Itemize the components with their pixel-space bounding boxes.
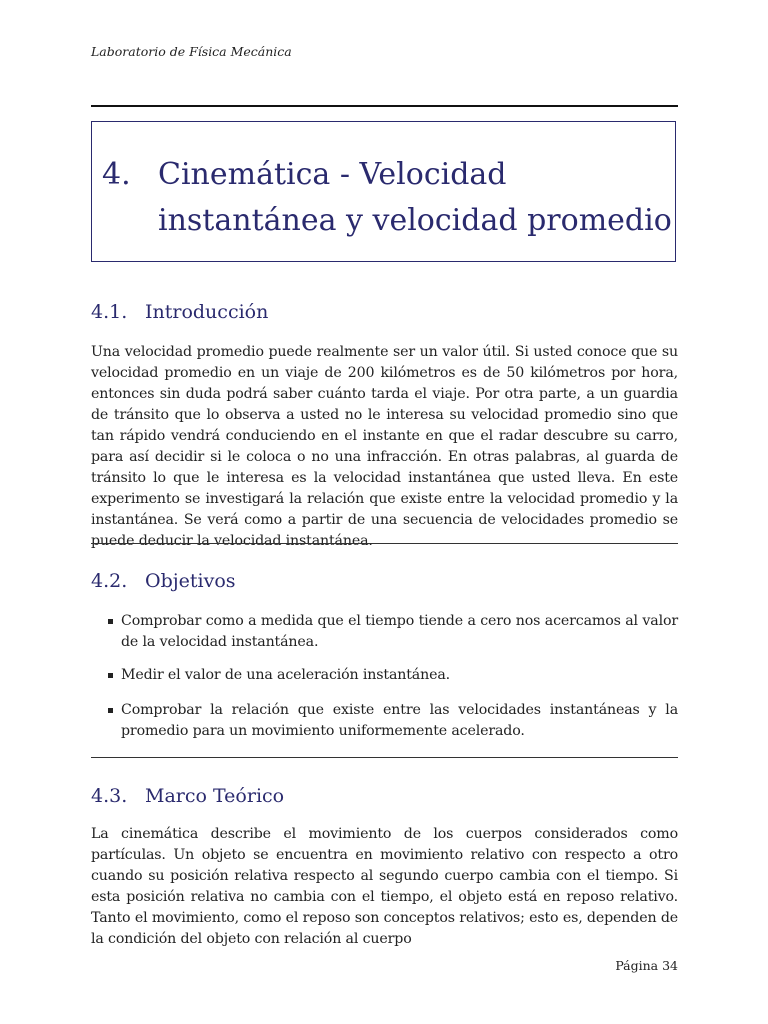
- list-item: [107, 611, 678, 653]
- list-item-text: Medir el valor de una aceleración instantánea.: [121, 667, 451, 683]
- bullet-icon: [107, 700, 121, 742]
- section-title: Objetivos: [145, 570, 236, 592]
- bullet-icon: [107, 611, 121, 653]
- chapter-number: 4.: [102, 157, 131, 192]
- marco-teorico-paragraph: La cinemática describe el movimiento de los cuerpos considerados como partículas. Un objeto se encuentra en movimiento relativo con respecto a otro cuando su posición relativa respecto al segundo cuerpo cambia con el tiempo. Si esta posición relativa no cambia con el tiempo, el objeto está en reposo relativo. Tanto el movimiento, como el reposo son conceptos relativos; esto es, dependen de la condición del objeto con relación al cuerpo: [91, 826, 678, 947]
- list-item-text: Comprobar como a medida que el tiempo tiende a cero nos acercamos al valor de la velocidad instantánea.: [121, 613, 678, 650]
- section-number: 4.2.: [91, 570, 128, 592]
- section-title: Introducción: [145, 301, 269, 323]
- section-title: Marco Teórico: [145, 785, 285, 807]
- header-rule: [91, 105, 678, 107]
- section-divider: [91, 543, 678, 544]
- list-item-text: Comprobar la relación que existe entre las velocidades instantáneas y la promedio para un movimiento uniformemente acelerado.: [121, 702, 678, 739]
- bullet-icon: [107, 665, 121, 686]
- section-heading-introduccion: [91, 301, 268, 323]
- section-heading-marco-teorico: [91, 785, 284, 807]
- section-divider: [91, 757, 678, 758]
- section-heading-objetivos: [91, 570, 236, 592]
- section-number: 4.3.: [91, 785, 128, 807]
- running-header: Laboratorio de Física Mecánica: [91, 44, 292, 59]
- page-number: Página 34: [615, 958, 678, 973]
- chapter-title: Cinemática - Velocidad instantánea y velocidad promedio: [158, 157, 672, 238]
- section-number: 4.1.: [91, 301, 128, 323]
- introduccion-paragraph: Una velocidad promedio puede realmente ser un valor útil. Si usted conoce que su velocidad promedio en un viaje de 200 kilómetros es de 50 kilómetros por hora, entonces sin duda podrá saber cuánto tarda el viaje. Por otra parte, a un guardia de tránsito que lo observa a usted no le interesa su velocidad promedio sino que tan rápido vendrá conduciendo en el instante en que el radar descubre su carro, para así decidir si le coloca o no una infracción. En otras palabras, al guarda de tránsito lo que le interesa es la velocidad instantánea que usted lleva. En este experimento se investigará la relación que existe entre la velocidad promedio y la instantánea. Se verá como a partir de una secuencia de velocidades promedio se puede deducir la velocidad instantánea.: [91, 344, 678, 549]
- list-item: [107, 665, 678, 686]
- list-item: [107, 700, 678, 742]
